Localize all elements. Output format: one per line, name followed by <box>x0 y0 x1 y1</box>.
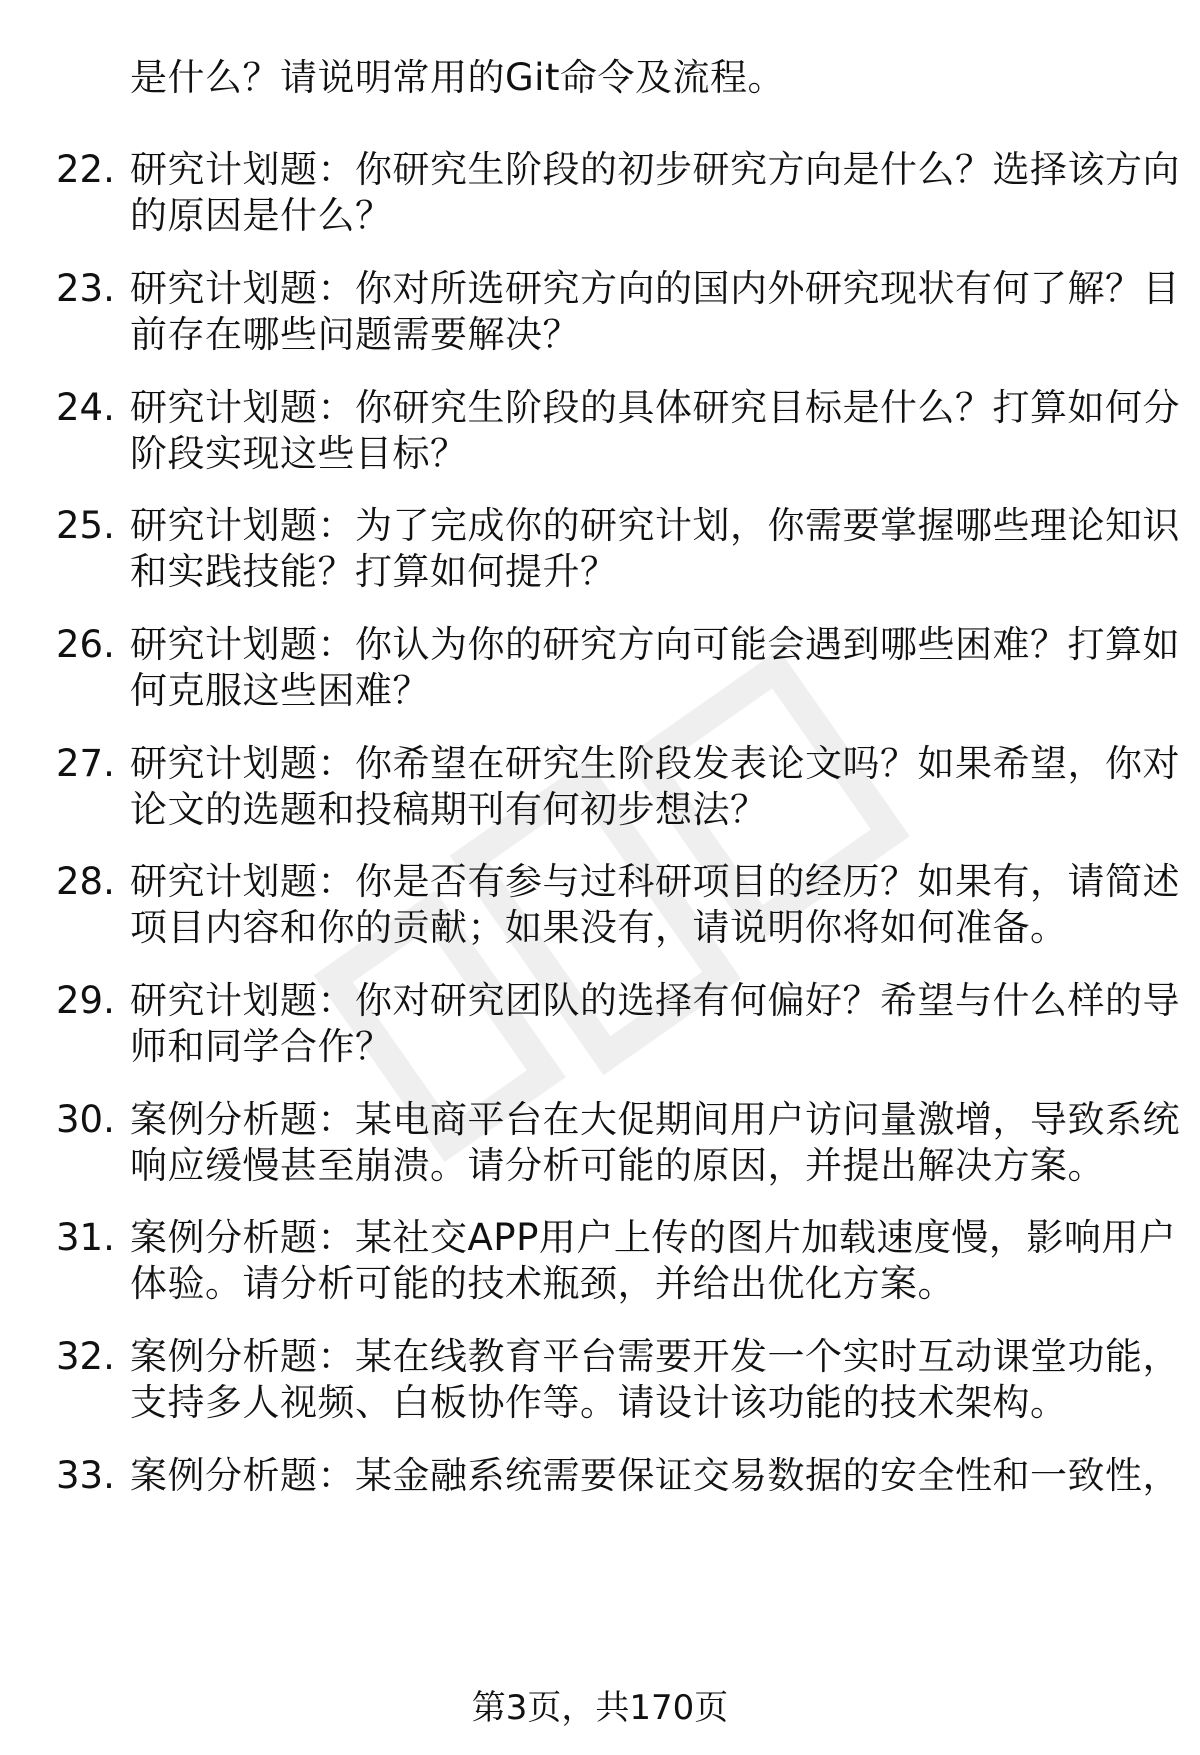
item-number: 33. <box>56 1454 115 1497</box>
item-text-line2: 体验。请分析可能的技术瓶颈，并给出优化方案。 <box>130 1262 955 1305</box>
item-text-line1: 研究计划题：为了完成你的研究计划，你需要掌握哪些理论知识 <box>130 504 1180 547</box>
item-text-line1: 研究计划题：你研究生阶段的初步研究方向是什么？选择该方向 <box>130 148 1180 191</box>
item-number: 25. <box>56 504 115 547</box>
item-text-line1: 案例分析题：某电商平台在大促期间用户访问量激增，导致系统 <box>130 1098 1180 1141</box>
item-number: 27. <box>56 742 115 785</box>
item-text-line1: 案例分析题：某社交APP用户上传的图片加载速度慢，影响用户 <box>130 1216 1177 1259</box>
item-text-line2: 前存在哪些问题需要解决？ <box>130 313 580 356</box>
item-number: 22. <box>56 148 115 191</box>
item-number: 31. <box>56 1216 115 1259</box>
item-number: 26. <box>56 623 115 666</box>
item-number: 32. <box>56 1335 115 1378</box>
item-text-line2: 和实践技能？打算如何提升？ <box>130 550 618 593</box>
item-number: 28. <box>56 860 115 903</box>
item-text-line2: 阶段实现这些目标？ <box>130 432 468 475</box>
page-footer: 第3页，共170页 <box>471 1688 729 1728</box>
item-number: 29. <box>56 979 115 1022</box>
item-text-line2: 项目内容和你的贡献；如果没有，请说明你将如何准备。 <box>130 906 1068 949</box>
intro-line: 是什么？请说明常用的Git命令及流程。 <box>130 56 785 99</box>
item-number: 23. <box>56 267 115 310</box>
item-number: 24. <box>56 386 115 429</box>
item-text-line1: 研究计划题：你研究生阶段的具体研究目标是什么？打算如何分 <box>130 386 1180 429</box>
item-text-line1: 研究计划题：你希望在研究生阶段发表论文吗？如果希望，你对 <box>130 742 1180 785</box>
item-text-line2: 的原因是什么？ <box>130 194 393 237</box>
item-text-line2: 师和同学合作？ <box>130 1025 393 1068</box>
item-text-line1: 研究计划题：你对所选研究方向的国内外研究现状有何了解？目 <box>130 267 1180 310</box>
item-text-line1: 研究计划题：你认为你的研究方向可能会遇到哪些困难？打算如 <box>130 623 1180 666</box>
item-text-line1: 案例分析题：某金融系统需要保证交易数据的安全性和一致性， <box>130 1454 1180 1497</box>
item-text-line1: 研究计划题：你是否有参与过科研项目的经历？如果有，请简述 <box>130 860 1180 903</box>
item-text-line2: 何克服这些困难？ <box>130 669 430 712</box>
item-text-line1: 案例分析题：某在线教育平台需要开发一个实时互动课堂功能， <box>130 1335 1180 1378</box>
item-number: 30. <box>56 1098 115 1141</box>
item-text-line2: 支持多人视频、白板协作等。请设计该功能的技术架构。 <box>130 1381 1068 1424</box>
item-text-line1: 研究计划题：你对研究团队的选择有何偏好？希望与什么样的导 <box>130 979 1180 1022</box>
item-text-line2: 响应缓慢甚至崩溃。请分析可能的原因，并提出解决方案。 <box>130 1144 1105 1187</box>
item-text-line2: 论文的选题和投稿期刊有何初步想法？ <box>130 788 768 831</box>
